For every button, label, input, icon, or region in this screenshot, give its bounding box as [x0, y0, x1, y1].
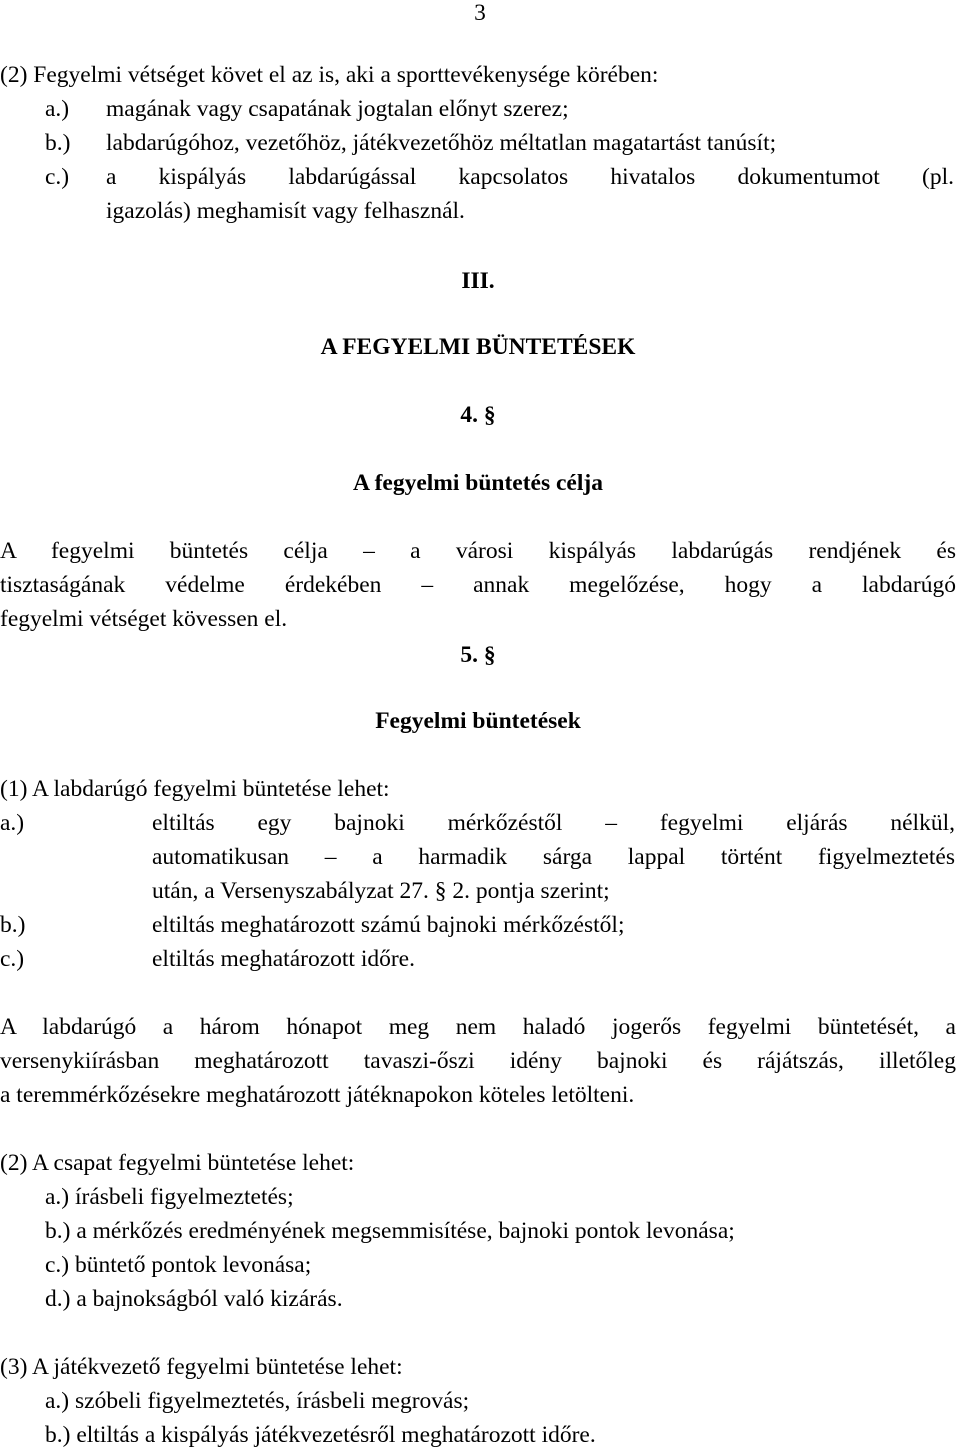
- section2-item-c-marker: c.): [45, 164, 70, 190]
- sub3-lead: (3) A játékvezető fegyelmi büntetése lehet:: [0, 1354, 403, 1380]
- section2-item-a-marker: a.): [45, 96, 70, 122]
- section2-lead: (2) Fegyelmi vétséget követ el az is, aki a sporttevékenysége körében:: [0, 62, 659, 88]
- sub1-note-line-1: A labdarúgó a három hónapot meg nem haladó jogerős fegyelmi büntetését, a: [0, 1014, 956, 1040]
- para5-number: 5. §: [460, 642, 496, 668]
- para4-number: 4. §: [460, 402, 496, 428]
- para4-text-line-1: A fegyelmi büntetés célja – a városi kispályás labdarúgás rendjének és: [0, 538, 956, 564]
- section2-item-a-text: magának vagy csapatának jogtalan előnyt szerez;: [106, 96, 569, 122]
- sub2-item-b: b.) a mérkőzés eredményének megsemmisítése, bajnoki pontok levonása;: [45, 1218, 735, 1244]
- section2-item-b-marker: b.): [45, 130, 71, 156]
- sub2-lead: (2) A csapat fegyelmi büntetése lehet:: [0, 1150, 355, 1176]
- para4-text-line-2: tisztaságának védelme érdekében – annak megelőzése, hogy a labdarúgó: [0, 572, 956, 598]
- para5-title: Fegyelmi büntetések: [375, 708, 581, 734]
- section2-item-b-text: labdarúgóhoz, vezetőhöz, játékvezetőhöz méltatlan magatartást tanúsít;: [106, 130, 777, 156]
- sub1-item-a-line-1: eltiltás egy bajnoki mérkőzéstől – fegyelmi eljárás nélkül,: [152, 810, 955, 836]
- sub1-note-line-2: versenykiírásban meghatározott tavaszi-őszi idény bajnoki és rájátszás, illetőleg: [0, 1048, 956, 1074]
- chapter-number: III.: [461, 268, 495, 294]
- sub2-item-d: d.) a bajnokságból való kizárás.: [45, 1286, 343, 1312]
- sub1-item-a-line-2: automatikusan – a harmadik sárga lappal történt figyelmeztetés: [152, 844, 955, 870]
- sub2-item-c: c.) büntető pontok levonása;: [45, 1252, 312, 1278]
- sub1-item-a-marker: a.): [0, 810, 25, 836]
- sub3-item-a: a.) szóbeli figyelmeztetés, írásbeli megrovás;: [45, 1388, 470, 1414]
- sub1-item-c-marker: c.): [0, 946, 25, 972]
- sub1-item-b-line-1: eltiltás meghatározott számú bajnoki mérkőzéstől;: [152, 912, 625, 938]
- sub1-item-a-line-3: után, a Versenyszabályzat 27. § 2. pontja szerint;: [152, 878, 610, 904]
- sub2-item-a: a.) írásbeli figyelmeztetés;: [45, 1184, 294, 1210]
- sub1-note-line-3: a teremmérkőzésekre meghatározott játéknapokon köteles letölteni.: [0, 1082, 635, 1108]
- section2-item-c-continuation: igazolás) meghamisít vagy felhasznál.: [106, 198, 465, 224]
- section2-item-c-text: a kispályás labdarúgással kapcsolatos hivatalos dokumentumot (pl.: [106, 164, 954, 190]
- sub1-item-c-line-1: eltiltás meghatározott időre.: [152, 946, 415, 972]
- para4-text-line-3: fegyelmi vétséget kövessen el.: [0, 606, 288, 632]
- sub1-item-b-marker: b.): [0, 912, 26, 938]
- chapter-title: A FEGYELMI BÜNTETÉSEK: [320, 334, 636, 360]
- para4-title: A fegyelmi büntetés célja: [353, 470, 603, 496]
- sub1-lead: (1) A labdarúgó fegyelmi büntetése lehet:: [0, 776, 390, 802]
- sub3-item-b: b.) eltiltás a kispályás játékvezetésről meghatározott időre.: [45, 1422, 596, 1448]
- page-number: 3: [474, 0, 486, 26]
